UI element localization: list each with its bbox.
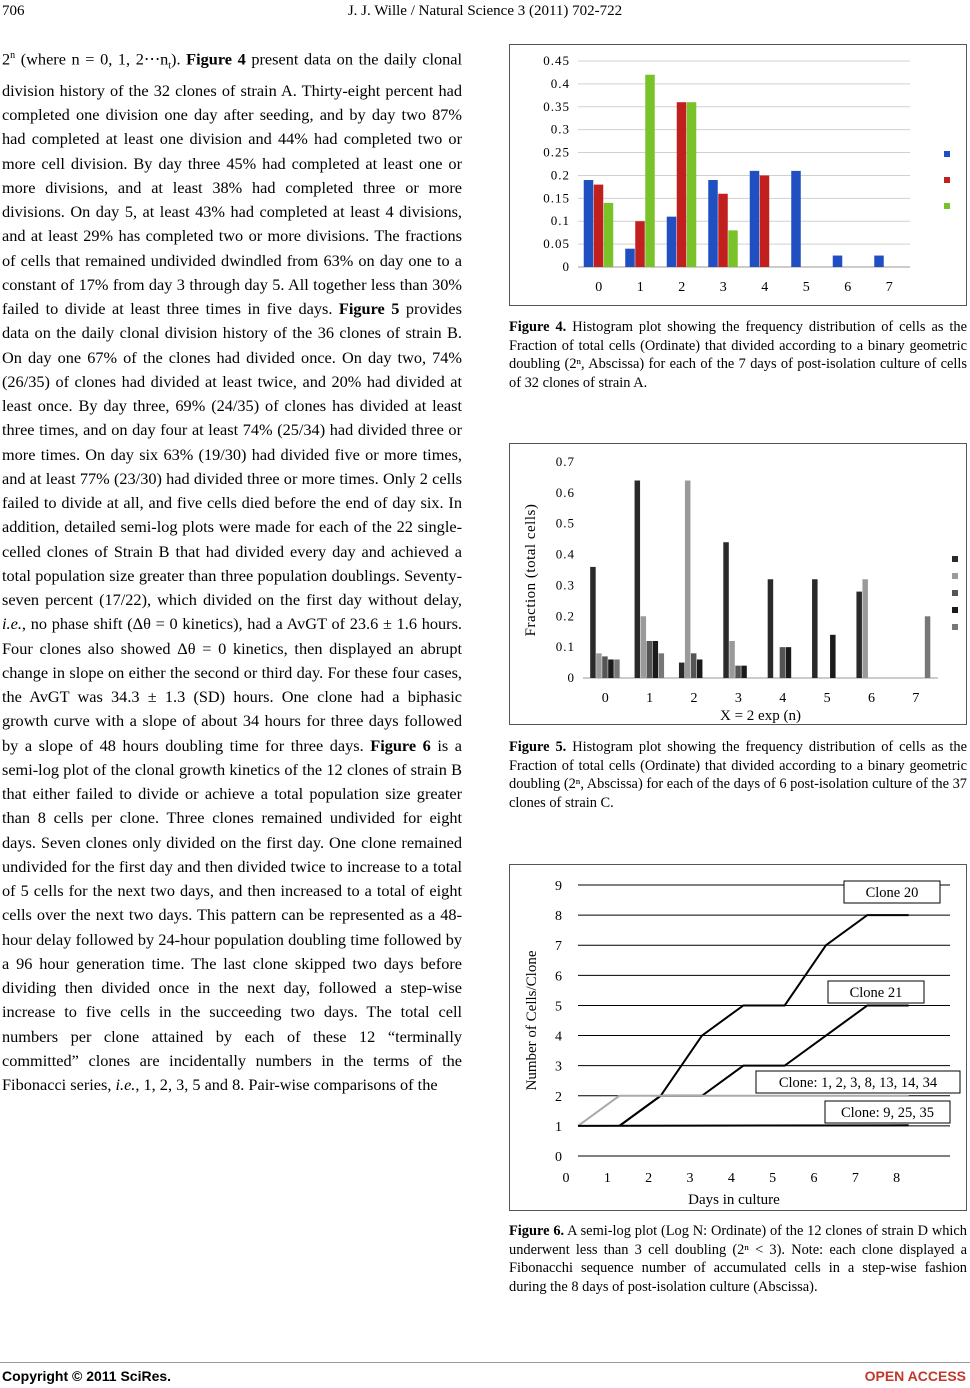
x-tick-label: 1 [636,280,644,295]
x-tick-label: 0 [601,691,609,706]
bar [812,579,818,678]
bar [786,647,792,678]
y-tick-label: 0 [562,259,570,274]
bar [594,185,604,267]
bar [856,592,862,678]
bar [791,171,801,267]
figure-4-svg [510,45,966,305]
series-line [619,915,908,1126]
x-tick-label: 6 [867,691,875,706]
x-tick-label: 6 [844,280,852,295]
y-tick-label: 0.3 [555,577,575,593]
series-label: Clone 21 [849,985,903,1001]
bar [718,194,728,267]
y-tick-label: 4 [555,1029,562,1045]
y-tick-label: 5 [555,999,562,1015]
figure-6-svg [510,865,966,1210]
y-tick-label: 0.45 [543,53,570,68]
bar [584,180,594,267]
bar [596,653,602,678]
x-tick-label: 2 [645,1171,653,1186]
y-axis-label: Number of Cells/Clone [524,950,540,1091]
bar [641,616,647,678]
y-axis-label: Fraction (total cells) [523,503,539,637]
figure-5-reference: Figure 5 [338,299,400,319]
y-tick-label: 2 [555,1089,562,1105]
series-label: Clone 20 [865,885,919,901]
bar [635,481,641,678]
bar [723,542,729,678]
bar [741,666,747,678]
x-tick-label: 3 [734,691,742,706]
y-tick-label: 0.2 [550,167,570,183]
figure-4-caption: Figure 4. Histogram plot showing the frequency distribution of cells as the Fraction of total cells (Ordinate) that divided according to a binary geometric doubling (2ⁿ, Abscissa) for each of the 7 days of post-isolation culture of cells of 32 clones of strain A. [509,319,967,391]
figure-6-chart [509,864,967,1211]
y-tick-label: 0 [555,1150,562,1165]
y-tick-label: 0.5 [555,515,575,531]
x-tick-label: 3 [719,280,727,295]
page-header [0,3,970,25]
series-label: Clone: 9, 25, 35 [840,1105,935,1121]
y-tick-label: 1 [555,1119,562,1135]
x-tick-label: 2 [690,691,698,706]
bar [691,653,697,678]
x-tick-label: 7 [912,691,920,706]
y-tick-label: 7 [555,939,562,955]
y-tick-label: 0.35 [543,98,570,114]
y-tick-label: 0.05 [543,236,570,252]
y-tick-label: 3 [555,1059,562,1075]
bar [602,656,608,678]
bar [667,217,677,267]
x-tick-label: 7 [851,1171,859,1186]
bar [874,256,884,267]
page-number: 706 [2,3,25,19]
bar [608,659,614,678]
bar [735,666,741,678]
x-tick-label: 5 [802,280,810,295]
figure-6-reference: Figure 6 [370,735,431,755]
x-tick-label: 5 [769,1171,777,1186]
y-tick-label: 8 [555,909,562,925]
bar [925,616,931,678]
x-tick-label: 2 [678,280,686,295]
figure-5-caption: Figure 5. Histogram plot showing the frequency distribution of cells as the Fraction of total cells (Ordinate) that divided according to a binary geometric doubling (2ⁿ, Abscissa) for each of the days of 6 post-isolation culture of the 37 clones of strain C. [509,739,967,811]
bar [729,641,735,678]
bar [760,175,770,267]
x-tick-label: 1 [603,1171,611,1186]
legend-swatch [944,177,950,183]
figure-5-chart [509,443,967,725]
bar [768,579,774,678]
y-tick-label: 9 [555,879,562,894]
figure-5-svg [510,444,966,724]
legend-swatch [952,607,958,613]
series-label: Clone: 1, 2, 3, 8, 13, 14, 34 [778,1075,938,1091]
bar [708,180,718,267]
legend-swatch [952,590,958,596]
body-text-column [2,44,462,1097]
bar [645,75,655,267]
y-tick-label: 0.4 [550,75,570,91]
x-tick-label: 4 [779,691,787,706]
bar [750,171,760,267]
legend-swatch [952,573,958,579]
bar [647,641,653,678]
x-tick-label: 0 [595,280,603,295]
legend-swatch [944,203,950,209]
y-tick-label: 0.25 [543,144,570,160]
bar [614,659,620,678]
x-tick-label: 4 [727,1171,735,1186]
bar [697,659,703,678]
figure-4-reference: Figure 4 [186,49,246,69]
y-tick-label: 0 [567,670,575,685]
legend-swatch [952,624,958,630]
x-tick-label: 5 [823,691,831,706]
y-tick-label: 0.6 [555,484,575,500]
bar [653,641,659,678]
y-tick-label: 0.3 [550,121,570,137]
open-access-label: OPEN ACCESS [864,1368,966,1384]
bar [780,647,786,678]
body-paragraph: 2$^n$ (where n = 0, 1, $2\cdots n_t$). Figure 4 present data on the daily clonal division history of the 32 clones of strain A. Thirty-eight percent had completed one division one day after seeding, and by day two 87% had completed at least one division and 44% had completed two or more cell division. By day three 45% had completed at least one or more divisions, and at least 38% had completed three or more divisions. On day 5, at least 43% had completed at least 4 divisions, and at least 29% has completed two or more divisions. The fractions of cells that remained undivided dwindled from 63% on day one to a constant of 17% from day 3 through day 5. All together less than 30% failed to divide at least three times in five days. Figure 5 provides data on the daily clonal division history of the 36 clones of strain B. On day one 67% of the clones had divided once. On day two, 74% (26/35) of clones had divided at least twice, and 20% had divided at least once. By day three, 69% (24/35) of clones has divided at least three times, and on day four at least 74% (25/34) had divided three or more times. On day six 63% (19/30) had divided five or more times, and at least 77% (23/30) had divided three or more times. Only 2 cells failed to divide at all, and five cells died before the end of day six. In addition, detailed semi-log plots were made for each of the 22 single-celled clones of Strain B that had divided every day and achieved a total population size greater than three population doublings. Seventy-seven percent (17/22), which divided on the first day without delay, i.e., no phase shift (Δθ = 0 kinetics), had a AvGT of 23.6 ± 1.6 hours. Four clones also showed Δθ = 0 kinetics, then displayed an abrupt change in slope on either the second or third day. For these four cases, the AvGT was 34.3 ± 1.3 (SD) hours. One clone had a biphasic growth curve with a slope of about 34 hours for three days followed by a slope of 48 hours doubling time for three days. Figure 6 is a semi-log plot of the clonal growth kinetics of the 12 clones of strain B that either failed to divide or achieve a total population size greater than 8 cells per clone. Three clones remained undivided for eight days. Seven clones only divided on the first day. One clone remained undivided for the first day and then divided twice to increase to a total of 5 cells for the next two days, and then increased to a total of eight cells over the next two days. This pattern can be represented as a 48-hour delay followed by 24-hour population doubling time followed by a 96 hour generation time. The last clone skipped two days before dividing then divided once in the next day, followed a step-wise increase to five cells in the succeeding two days. The total cell numbers per clone attained by each of these 12 “terminally committed” clones are incidentally numbers in the terms of the Fibonacci series, i.e., 1, 2, 3, 5 and 8. Pair-wise comparisons of the [2,49,462,1095]
series-line [578,1125,909,1126]
y-tick-label: 0.2 [555,608,575,624]
bar [590,567,596,678]
x-tick-label: 7 [885,280,893,295]
x-axis-label: X = 2 exp (n) [720,708,801,724]
y-tick-label: 6 [555,969,562,985]
bar [833,256,843,267]
bar [604,203,614,267]
bar [830,635,836,678]
y-tick-label: 0.4 [555,546,575,562]
y-tick-label: 0.7 [555,454,575,469]
y-tick-label: 0.1 [555,639,575,655]
bar [625,249,635,267]
y-tick-label: 0.1 [550,213,570,229]
x-axis-label: Days in culture [688,1192,780,1208]
x-tick-label: 6 [810,1171,818,1186]
x-tick-label: 8 [893,1171,901,1186]
bar [635,221,645,267]
x-tick-label: 4 [761,280,769,295]
legend-swatch [952,556,958,562]
bar [677,102,687,267]
x-tick-label: 0 [562,1171,570,1186]
x-tick-label: 1 [646,691,654,706]
bar [687,102,697,267]
bar [728,230,738,267]
y-tick-label: 0.15 [543,190,570,206]
legend-swatch [944,151,950,157]
figure-4-chart [509,44,967,306]
x-tick-label: 3 [686,1171,694,1186]
bar [862,579,868,678]
figure-6-caption: Figure 6. A semi-log plot (Log N: Ordinate) of the 12 clones of strain D which underwent less than 3 cell doubling (2ⁿ < 3). Note: each clone displayed a Fibonacchi sequence number of accumulated cells in a step-wise fashion during the 8 days of post-isolation culture (Abscissa). [509,1223,967,1295]
copyright: Copyright © 2011 SciRes. [2,1368,172,1384]
bar [679,663,685,678]
running-title: J. J. Wille / Natural Science 3 (2011) 702-722 [347,3,623,19]
bar [685,481,691,678]
footer-divider [0,1362,970,1363]
bar [659,653,665,678]
